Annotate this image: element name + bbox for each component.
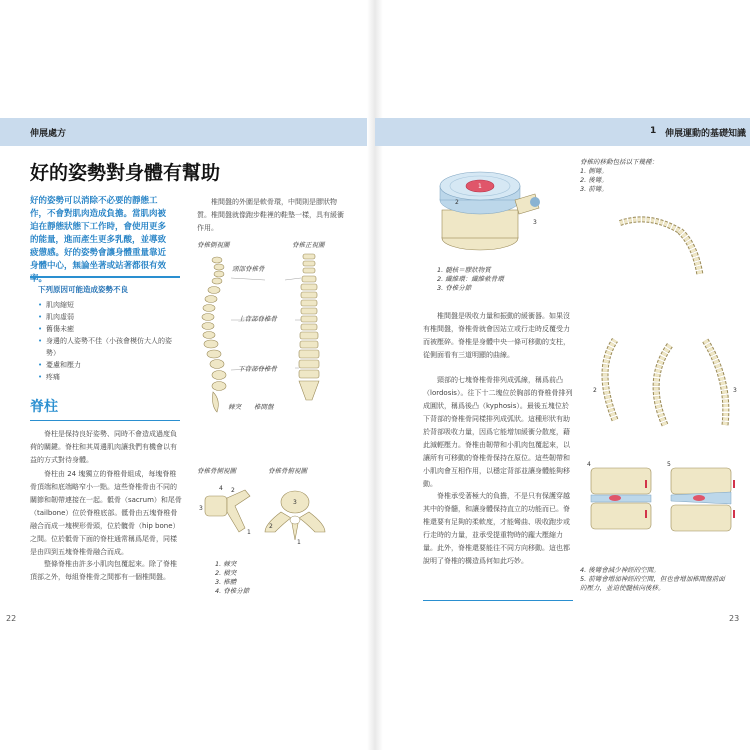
movement-1: 1. 側彎。: [580, 167, 608, 175]
svg-text:3: 3: [533, 219, 537, 226]
list-item: • 憂慮和壓力: [38, 359, 180, 371]
bottom-rule: [423, 600, 573, 601]
svg-text:1: 1: [478, 183, 482, 190]
svg-text:3: 3: [199, 505, 203, 512]
fig-number-4: 4: [587, 461, 591, 468]
disc-caption-1: 1. 髓核＝膠狀物質: [437, 266, 491, 274]
movement-title: 脊椎的移動包括以下幾種：: [580, 158, 658, 166]
caption-1: 1. 棘突: [215, 560, 237, 568]
disc-paragraph: 椎間盤的外圍是軟骨環，中間則是膠狀物質。椎間盤就像跑步鞋裡的鞋墊一樣，具有緩衝作用。: [197, 198, 344, 232]
upper-back-label: 上背部脊椎骨: [238, 315, 277, 323]
disc-captions: [437, 266, 504, 293]
right-paragraph-3: 脊椎承受著極大的負擔，不是只有保護穿越其中的脊髓，和讓身體保持直立的功能而已。脊椎還要有足夠的柔軟度，才能彎曲、吸收跑步或行走時的力量，並承受提重物時的龐大壓縮力量。此外，脊椎還要能往不同方向移動。這也都說明了脊椎的構造爲何如此巧妙。: [423, 492, 570, 565]
right-header-title: 伸展運動的基礎知識: [665, 129, 747, 139]
vertebra-side-view: [199, 485, 251, 536]
compression-illustration: [585, 460, 745, 560]
left-header-title: 伸展處方: [30, 129, 67, 139]
vertebra-illustration: [195, 476, 355, 556]
movement-3: 3. 前彎。: [580, 185, 608, 193]
svg-text:1: 1: [297, 539, 301, 546]
spine-front-view: [299, 254, 319, 400]
list-item: • 舊傷未癒: [38, 323, 180, 335]
cervical-label: 頸部脊椎骨: [232, 265, 265, 273]
spine-front-label: 脊椎正視圖: [292, 241, 325, 249]
right-paragraph-1: 椎間盤是吸收力量和振動的緩衝器。如果沒有椎間盤，脊椎骨就會因站立或行走時反覆受力而被壓碎。脊椎是身體中央一條可移動的支柱，從側面看有三道明顯的曲線。: [423, 312, 570, 359]
spine-paragraph-3: 整條脊椎由許多小肌肉包覆起來。除了脊椎頂部之外，每組脊椎骨之間都有一個椎間盤。: [30, 560, 177, 581]
page-number-left: 22: [6, 614, 17, 623]
disc-label: 椎間盤: [254, 403, 274, 411]
list-item: • 肌肉虛弱: [38, 311, 180, 323]
lower-back-label: 下背部脊椎骨: [238, 365, 277, 373]
svg-text:2: 2: [455, 199, 459, 206]
right-page: [375, 0, 750, 750]
spinous-process-label: 棘突: [228, 403, 241, 411]
left-header-band: [0, 118, 375, 146]
right-header-band: [375, 118, 750, 146]
disc-caption-3: 3. 脊椎分節: [437, 284, 472, 292]
movement-caption: [580, 158, 658, 194]
spine-paragraph-1: 脊柱是保持良好姿勢、同時不會造成過度負荷的關鍵。脊柱和其周邊肌肉讓我們有機會以有益的方式對待身體。: [30, 430, 177, 464]
page-title: 好的姿勢對身體有幫助: [30, 162, 221, 184]
vertebra-side-label: 脊椎骨側視圖: [197, 467, 236, 475]
fig-number-3: 3: [733, 387, 737, 394]
reasons-title: 下列原因可能造成姿勢不良: [38, 285, 128, 294]
spine-side-label: 脊椎側視圖: [197, 241, 230, 249]
fig-number-2: 2: [593, 387, 597, 394]
spine-bend-middle-illustration: [575, 330, 745, 440]
reasons-box: [30, 276, 180, 383]
caption-2: 2. 橫突: [215, 569, 237, 577]
list-item: • 身邊的人姿勢不佳（小孩會模仿大人的姿勢）: [38, 335, 180, 359]
right-header-number: 1: [650, 126, 657, 136]
spine-side-view: [202, 257, 226, 412]
svg-text:2: 2: [231, 487, 235, 494]
list-item: • 肌肉縮短: [38, 299, 180, 311]
spine-illustration: [195, 250, 355, 415]
caption-3: 3. 椎體: [215, 578, 237, 586]
spine-paragraph-2: 脊柱由 24 塊獨立的脊椎骨組成，每塊脊椎骨頂端和底端略窄小一點。這些脊椎骨由不同的關節和韌帶連接在一起。骶骨（sacrum）和尾骨（tailbone）位於脊椎底部。骶骨由五塊脊椎骨融合而成一塊楔形骨頭，位於髖骨（hip bone）之間。位於骶骨下面的脊柱通常稱爲尾骨，同樣是由四到五塊脊椎骨融合而成。: [30, 470, 182, 556]
movement-2: 2. 後彎。: [580, 176, 608, 184]
svg-text:3: 3: [293, 499, 297, 506]
vertebra-captions: [215, 560, 249, 596]
compression-caption-4: 4. 後彎會減少神經的空間。: [580, 566, 660, 574]
section-title-spine: 脊柱: [30, 399, 58, 415]
right-paragraph-2: 頸部的七塊脊椎骨排列成弧線，稱爲前凸（lordosis）。往下十二塊位於胸部的脊椎骨排列成圓狀，稱爲後凸（kyphosis）。最後五塊位於下背部的脊椎骨同樣排列成弧狀。這種形狀有助於背部吸收力量，因爲它能增加緩衝分散度，藉此減輕壓力。脊椎由韌帶和小肌肉包覆起來，以讓所有可移動的脊椎骨保持在原位。這些韌帶和小肌肉會互相作用，以穩定背部並讓身體能夠移動。: [423, 376, 573, 488]
compression-caption-5: 5. 前彎會增加神經的空間，但也會增加椎間盤前面的壓力，並迫使髓核向後移。: [580, 575, 725, 592]
disc-illustration: [435, 160, 545, 260]
disc-caption-2: 2. 纖維環：纖維軟骨環: [437, 275, 504, 283]
fig-number-5: 5: [667, 461, 671, 468]
intro-text: 好的姿勢可以消除不必要的靜態工作，不會對肌肉造成負擔。當肌肉被迫在靜態狀態下工作時，會使用更多的能量，進而產生更多乳酸，並導致疲憊感。好的姿勢會讓身體重量靠近身體中心，無論坐著或站著都很有效率。: [30, 196, 167, 284]
section-divider: [30, 420, 180, 421]
page-number-right: 23: [729, 614, 740, 623]
caption-4: 4. 脊椎分節: [215, 587, 250, 595]
svg-text:1: 1: [247, 529, 251, 536]
svg-text:4: 4: [219, 485, 223, 492]
reasons-list: [30, 299, 180, 383]
spine-bend-top-illustration: [590, 205, 730, 305]
vertebra-top-label: 脊椎骨俯視圖: [268, 467, 307, 475]
compression-captions: [580, 566, 730, 593]
vertebra-top-view: [265, 491, 325, 546]
svg-text:2: 2: [269, 523, 273, 530]
list-item: • 疼痛: [38, 371, 180, 383]
